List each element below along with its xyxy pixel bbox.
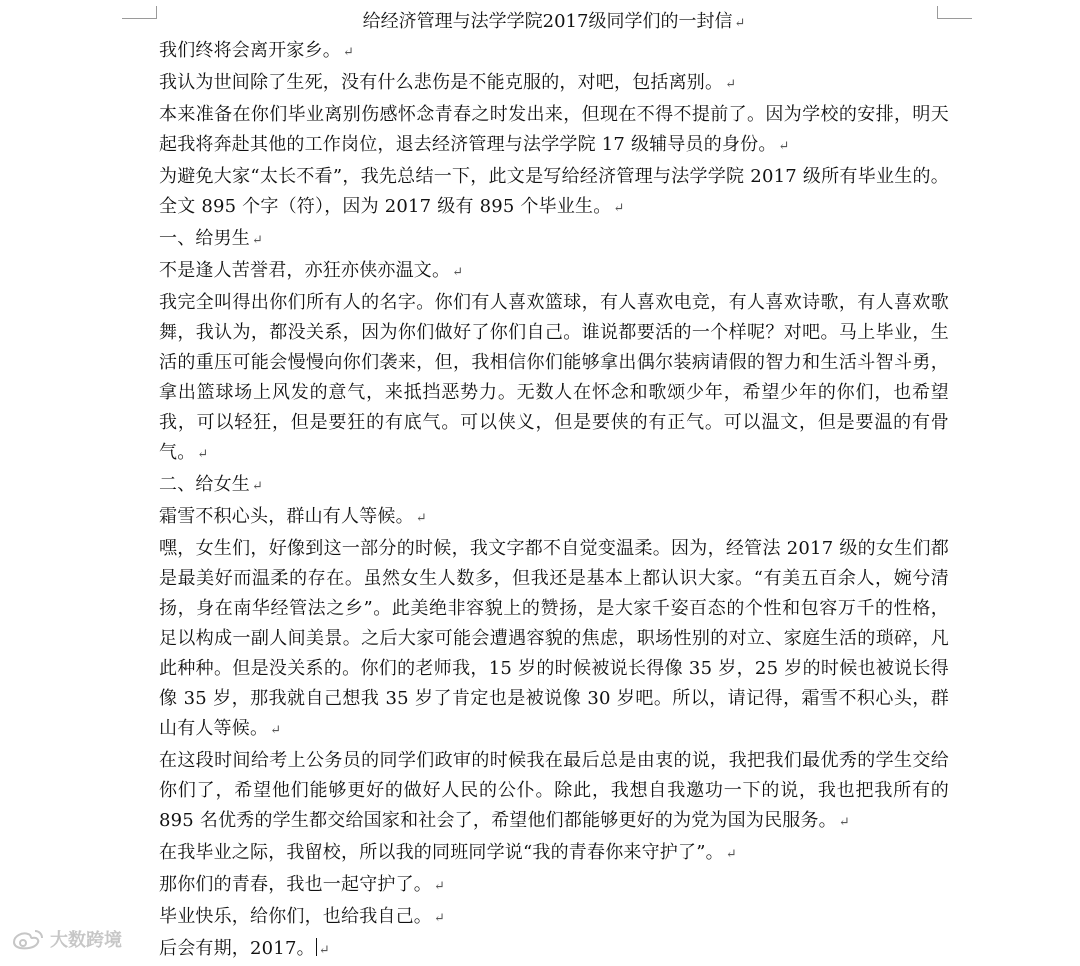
paragraph-mark-icon: ↵: [197, 447, 209, 462]
paragraph-mark-icon: ↵: [452, 265, 464, 280]
document-body[interactable]: [159, 10, 949, 966]
watermark-text: 大数跨境: [50, 930, 122, 951]
paragraph-6: 不是逢人苦誉君，亦狂亦侠亦温文。 ↵: [159, 260, 464, 281]
paragraph-mark-icon: ↵: [252, 479, 264, 494]
paragraph-14: 毕业快乐，给你们，也给我自己。 ↵: [159, 906, 446, 927]
section-heading-boys: 一、给男生 ↵: [159, 228, 264, 249]
paragraph-mark-icon: ↵: [434, 879, 446, 894]
paragraph-mark-icon: ↵: [613, 201, 625, 216]
paragraph-mark-icon: ↵: [270, 723, 282, 738]
text-cursor: [316, 938, 317, 956]
paragraph-mark-icon: ↵: [838, 815, 850, 830]
paragraph-mark-icon: ↵: [725, 77, 737, 92]
paragraph-mark-icon: ↵: [725, 847, 737, 862]
paragraph-10: 嘿，女生们，好像到这一部分的时候，我文字都不自觉变温柔。因为，经管法 2017 级的女生们都是最美好而温柔的存在。虽然女生人数多，但我还是基本上都认识大家。“有美五百余人，婉兮清扬，身在南华经管法之乡”。此美绝非容貌上的赞扬，是大家千姿百态的个性和包容万千的性格，足以构成一副人间美景。之后大家可能会遭遇容貌的焦虑，职场性别的对立、家庭生活的琐碎，凡此种种。但是没关系的。你们的老师我，15 岁的时候被说长得像 35 岁，25 岁的时候也被说长得像 35 岁，那我就自己想我 35 岁了肯定也是被说像 30 岁吧。所以，请记得，霜雪不积心头，群山有人等候。 ↵: [159, 538, 949, 739]
paragraph-12: 在我毕业之际，我留校，所以我的同班同学说“我的青春你来守护了”。 ↵: [159, 842, 737, 863]
paragraph-mark-icon: ↵: [343, 45, 355, 60]
paragraph-mark-icon: ↵: [415, 511, 427, 526]
paragraph-mark-icon: ↵: [434, 911, 446, 926]
watermark: [10, 924, 122, 954]
paragraph-4: 为避免大家“太长不看”，我先总结一下，此文是写给经济管理与法学学院 2017 级所有毕业生的。全文 895 个字（符），因为 2017 级有 895 个毕业生。 ↵: [159, 166, 949, 217]
paragraph-mark-icon: ↵: [734, 16, 746, 31]
paragraph-mark-icon: ↵: [778, 139, 790, 154]
paragraph-mark-icon: ↵: [252, 233, 264, 248]
paragraph-9: 霜雪不积心头，群山有人等候。 ↵: [159, 506, 427, 527]
paragraph-2: 我认为世间除了生死，没有什么悲伤是不能克服的，对吧，包括离别。 ↵: [159, 72, 737, 93]
paragraph-15: 后会有期，2017。 ↵: [159, 938, 330, 959]
weibo-logo-icon: [10, 928, 44, 950]
document-title: 给经济管理与法学学院2017级同学们的一封信 ↵: [362, 11, 746, 32]
paragraph-mark-icon: ↵: [318, 943, 330, 958]
section-heading-girls: 二、给女生 ↵: [159, 474, 264, 495]
paragraph-13: 那你们的青春，我也一起守护了。 ↵: [159, 874, 446, 895]
paragraph-11: 在这段时间给考上公务员的同学们政审的时候我在最后总是由衷的说，我把我们最优秀的学生交给你们了，希望他们能够更好的做好人民的公仆。除此，我想自我邀功一下的说，我也把我所有的 895 名优秀的学生都交给国家和社会了，希望他们都能够更好的为党为国为民服务。 ↵: [159, 750, 949, 831]
paragraph-7: 我完全叫得出你们所有人的名字。你们有人喜欢篮球，有人喜欢电竞，有人喜欢诗歌，有人喜欢歌舞，我认为，都没关系，因为你们做好了你们自己。谁说都要活的一个样呢？对吧。马上毕业，生活的重压可能会慢慢向你们袭来，但，我相信你们能够拿出偶尔装病请假的智力和生活斗智斗勇，拿出篮球场上风发的意气，来抵挡恶势力。无数人在怀念和歌颂少年，希望少年的你们，也希望我，可以轻狂，但是要狂的有底气。可以侠义，但是要侠的有正气。可以温文，但是要温的有骨气。 ↵: [159, 292, 949, 463]
paragraph-1: 我们终将会离开家乡。 ↵: [159, 40, 355, 61]
paragraph-3: 本来准备在你们毕业离别伤感怀念青春之时发出来，但现在不得不提前了。因为学校的安排，明天起我将奔赴其他的工作岗位，退去经济管理与法学学院 17 级辅导员的身份。 ↵: [159, 104, 949, 155]
page-corner-mark-left: [122, 6, 157, 19]
